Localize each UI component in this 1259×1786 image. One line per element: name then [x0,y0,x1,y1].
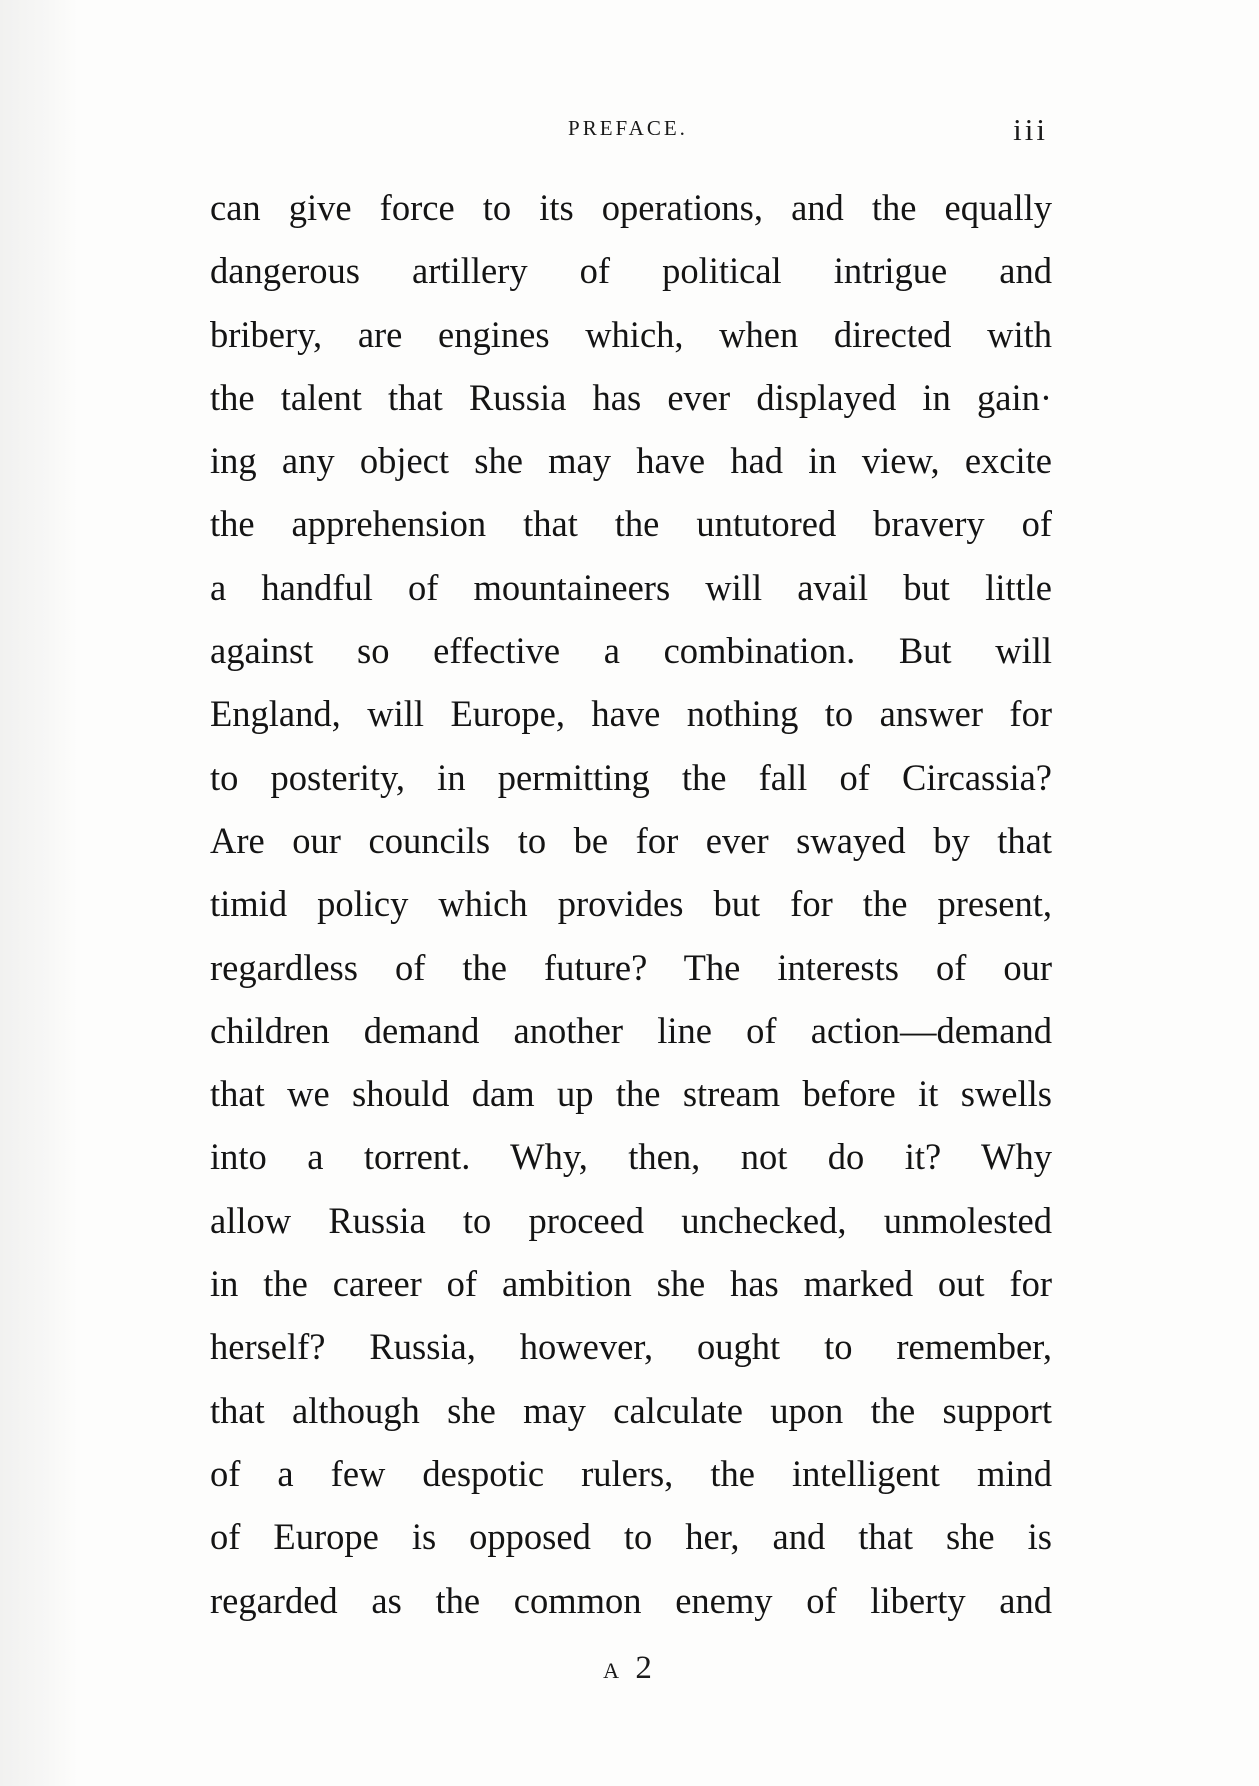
text-line: against so effective a combination. But will [210,630,1052,672]
text-line: into a torrent. Why, then, not do it? Why [210,1136,1052,1178]
text-line: timid policy which provides but for the present, [210,883,1052,925]
text-line: in the career of ambition she has marked out for [210,1263,1052,1305]
text-line: that we should dam up the stream before it swells [210,1073,1052,1115]
text-line: children demand another line of action—demand [210,1009,1052,1051]
signature-number: 2 [635,1650,656,1686]
page-number: iii [1013,112,1048,147]
text-line: the apprehension that the untutored bravery of [210,503,1052,545]
text-line: to posterity, in permitting the fall of Circassia? [210,756,1052,798]
text-line: Are our councils to be for ever swayed by that [210,819,1052,861]
text-line: of a few despotic rulers, the intelligent mind [210,1452,1052,1494]
running-head [208,112,1048,152]
text-line: that although she may calculate upon the support [210,1389,1052,1431]
text-line: bribery, are engines which, when directed with [210,313,1052,355]
text-line: a handful of mountaineers will avail but little [210,566,1052,608]
text-line: regarded as the common enemy of liberty and [210,1579,1052,1621]
text-line: dangerous artillery of political intrigue and [210,250,1052,292]
text-line: regardless of the future? The interests of our [210,946,1052,988]
page-gutter-shadow [0,0,78,1786]
text-line: allow Russia to proceed unchecked, unmolested [210,1199,1052,1241]
text-line: the talent that Russia has ever displayed in gain· [210,376,1052,418]
text-line: of Europe is opposed to her, and that she is [210,1516,1052,1558]
signature-mark [0,1650,1259,1687]
text-line: herself? Russia, however, ought to remember, [210,1326,1052,1368]
running-title: PREFACE. [568,116,688,140]
body-text [210,176,1052,1632]
text-line: ing any object she may have had in view, excite [210,440,1052,482]
signature-letter: A [603,1658,624,1683]
text-line: England, will Europe, have nothing to answer for [210,693,1052,735]
text-line: can give force to its operations, and the equally [210,187,1052,228]
